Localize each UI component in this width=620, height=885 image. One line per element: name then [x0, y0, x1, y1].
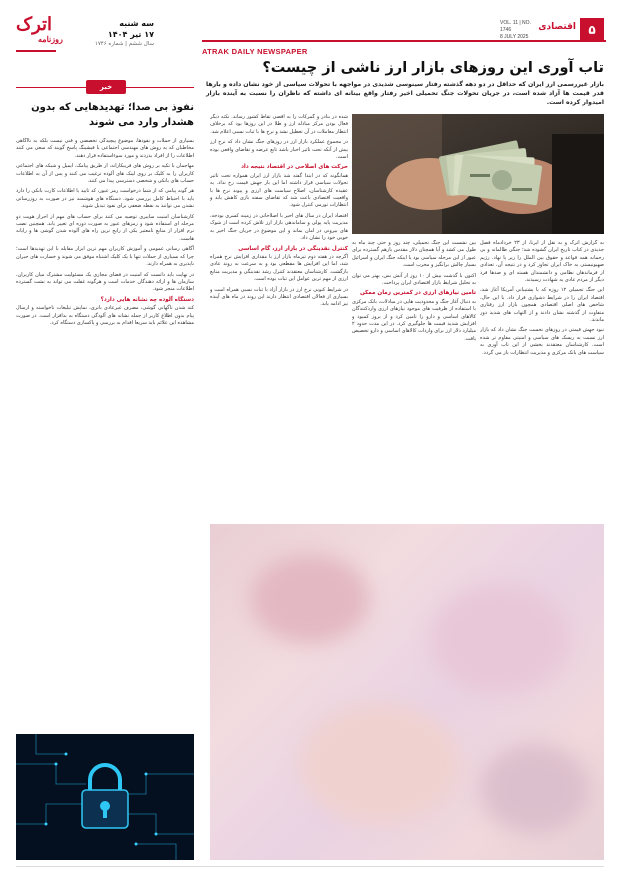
- main-article-column-2: [352, 240, 476, 518]
- logo-main-text: اترک: [16, 14, 53, 35]
- logo-underline: [16, 50, 56, 52]
- left-article: [16, 80, 194, 860]
- article-paragraph: مهاجمان با تکیه بر روش های فریبکارانه، از طریق پیامک، ایمیل و شبکه های اجتماعی کاربران را به کلیک بر روی لینک های آلوده ترغیب می کنند و پس از آن به اطلاعات حساب های بانکی و شخصی دسترسی پیدا می کنند.: [16, 163, 194, 185]
- issue-line: سال ششم | شماره ۱۷۴۶: [94, 41, 154, 47]
- cyber-security-photo: [16, 734, 194, 860]
- main-article-title[interactable]: تاب آوری این روزهای بازار ارز ناشی از چیست؟: [262, 60, 604, 76]
- blur-blob: [480, 744, 590, 834]
- main-article-column-3: [210, 114, 348, 518]
- article-paragraph: همانگونه که در ابتدا گفته شد بازار ارز ایران همواره تحت تاثیر تحولات سیاسی قرار داشته اما این بار جهش قیمت رخ نداد. به عقیده کارشناسان، اصلاح سیاست های ارزی و پیوند نرخ ها با واقعیت اقتصادی باعث شد که تقاضای سفته بازی کاهش یابد و انتظارات تورمی کنترل شود.: [210, 172, 348, 209]
- article-paragraph: در مجموع عملکرد بازار ارز در روزهای جنگ نشان داد که نرخ ارز بیش از آنکه تحت تاثیر اخبار باشد تابع عرضه و تقاضای واقعی بوده است.: [210, 139, 348, 161]
- header-rule: [202, 40, 606, 42]
- article-paragraph: بین نشست این جنگ تحمیلی، چند روز و حتی چند ماه به طول می کشد و آیا همچنان دلار مقدس بازهم گسترده برای عبور از این مرحله سیاسی بود یا اینکه جنگ ایران و اسرائیل بسیار چالش برانگیز و مخرب است.: [352, 240, 476, 269]
- volume-date: 8 JULY 2025: [500, 34, 529, 40]
- page-number: ۵: [580, 18, 604, 42]
- article-paragraph: کند شدن ناگهانی گوشی، مصرف غیرعادی باتری، نمایش تبلیغات ناخواسته و ارسال پیام بدون اطلاع کاربر از جمله نشانه های آلودگی دستگاه به بدافزار است. در صورت مشاهده این علائم باید سریعا اقدام به بررسی و پاکسازی دستگاه کرد.: [16, 305, 194, 326]
- article-paragraph: هر گونه پیامی که از شما درخواست رمز عبور، کد تایید یا اطلاعات کارت بانکی را دارد باید با احتیاط کامل بررسی شود. دستگاه های هوشمند نیز در صورت به روزرسانی نشدن می توانند به نقطه ضعفی برای نفوذ تبدیل شوند.: [16, 188, 194, 210]
- article-paragraph: آگاهی رسانی عمومی و آموزش کاربران مهم ترین ابزار مقابله با این تهدیدها است؛ چرا که بسیاری از حملات تنها با یک کلیک اشتباه موفق می شوند و خسارت های جبران ناپذیری به همراه دارند.: [16, 246, 194, 268]
- dollar-bills-photo: [352, 114, 604, 234]
- main-article-lead: بازار غیررسمی ارز ایران که حداقل در دو دهه گذشته رفتار سینوسی شدیدی در مواجهه با تحولات سیاسی از خود نشان داده و بارها قدر قیمت ها آزاد شده است، در جریان تحولات جنگ تحمیلی اخیر رفتار واقع بینانه ای داشته که ناظران را نسبت به آینده بازار امیدوار کرده است.: [206, 81, 604, 107]
- date-full: ۱۷ تیر ۱۴۰۴: [107, 30, 154, 39]
- article-paragraph: نبود جهش قیمتی در روزهای نخست جنگ نشان داد که بازار ارز نسبت به ریسک های سیاسی و امنیتی مقاوم تر شده است. کارشناسان معتقدند بخشی از این تاب آوری به سیاست های بانک مرکزی و مدیریت انتظارات باز می گردد.: [480, 327, 604, 356]
- section-name[interactable]: اقتصادی: [538, 22, 576, 32]
- dollar-bills-illustration: [352, 114, 604, 234]
- article-paragraph: به گزارش اترک و به نقل از ایرنا، از ۲۳ خردادماه فصل جدیدی در کتاب تاریخ ایران گشوده شد؛ جنگی ظالمانه و بی رحمانه همه قواعد و حقوق بین الملل را زیر پا نهاد. رژیم صهیونیستی به خاک ایران تجاوز کرد و در نتیجه آن، تعدادی از فرماندهان نظامی و دانشمندان هسته ای و صدها فرد دیگر از مردم عادی به شهادت رسیدند.: [480, 240, 604, 284]
- left-article-body: [16, 138, 194, 728]
- article-paragraph: اگرچه در هفته دوم تیرماه بازار ارز با مقداری افزایش نرخ همراه شد، اما این افزایش ها مقطعی بود و به سرعت به روند عادی بازگشت. کارشناسان معتقدند کنترل رشد نقدینگی و مدیریت منابع ارزی از مهم ترین عوامل این ثبات بوده است.: [210, 253, 348, 283]
- article-subheading: کنترل نقدینگی در بازار ارز، گام اساسی: [238, 245, 348, 252]
- logo-sub-text: روزنامه: [38, 34, 63, 44]
- main-article-column-1: [480, 240, 604, 518]
- article-paragraph: به دنبال آغاز جنگ و محدودیت هایی در مبادلات، بانک مرکزی با استفاده از ظرفیت های موجود نیازهای ارزی واردکنندگان کالاهای اساسی و دارو را تامین کرد و از بروز کمبود و افزایش شدید قیمت ها جلوگیری کرد. در این مدت حدود ۲ میلیارد دلار ارز برای واردات کالاهای اساسی و دارو تخصیص یافت.: [352, 298, 476, 342]
- date-block: [64, 18, 154, 49]
- left-article-title[interactable]: نفوذ بی صدا؛ تهدیدهایی که بدون هشدار وارد می شوند: [31, 102, 194, 128]
- article-paragraph: شده در بنادر و گمرکات را به اقصی نقاط کشور رساند. نکته دیگر فعال بودن مرکز مبادله ارز و طلا در این روزها بود که برخلاف انتظار معاملات در آن تعطیل نشد و نرخ ها با ثبات نسبی اعلام شد.: [210, 114, 348, 135]
- article-subheading: تامین نیازهای ارزی در کمترین زمان ممکن: [359, 290, 476, 297]
- volume-line: VOL. 11 | NO. 1746: [500, 20, 531, 33]
- article-subheading: دستگاه آلوده چه نشانه هایی دارد؟: [100, 296, 194, 303]
- article-paragraph: در نهایت باید دانست که امنیت در فضای مجازی یک مسئولیت مشترک میان کاربران، سازمان ها و ارائه دهندگان خدمات است و هرگونه غفلت می تواند به نشت گسترده اطلاعات منجر شود.: [16, 271, 194, 293]
- footer-rule: [16, 866, 604, 867]
- article-paragraph: کارشناسان امنیت سایبری توصیه می کنند برای حساب های مهم از احراز هویت دو مرحله ای استفاده شود و رمزهای عبور به صورت دوره ای تغییر یابد. همچنین نصب نرم افزار از منابع نامعتبر یکی از رایج ترین راه های آلوده شدن گوشی ها و رایانه هاست.: [16, 213, 194, 242]
- article-paragraph: بسیاری از حملات و نفوذها، موضوع پیچیدگی تخصصی و فنی نیست بلکه به ناآگاهی مخاطبان که به روش های مهندسی اجتماعی یا فیشینگ پاسخ گویند که سعی می کنند اطلاعات را از افراد بدزدند و مورد سوءاستفاده قرار دهند.: [16, 138, 194, 159]
- blur-blob: [430, 584, 570, 694]
- date-day: سه شنبه: [119, 19, 154, 28]
- blur-blob: [250, 554, 370, 644]
- volume-info: [500, 20, 542, 41]
- padlock-circuit-illustration: [16, 734, 194, 860]
- newspaper-logo[interactable]: [16, 12, 63, 56]
- article-subheading: حرکت های اصلاحی در اقتصاد نتیجه داد: [241, 164, 348, 171]
- article-paragraph: اقتصاد ایران در سال های اخیر با اصلاحاتی در زمینه کسری بودجه، مدیریت پایه پولی و ساماندهی بازار ارز تلاش کرده است از شوک های بیرونی در امان بماند و این موضوع در جریان جنگ اخیر به خوبی خود را نشان داد.: [210, 212, 348, 242]
- news-tag: خبر: [86, 80, 126, 94]
- article-paragraph: در شرایط کنونی نرخ ارز در بازار آزاد با ثبات نسبی همراه است و بسیاری از فعالان اقتصادی انتظار دارند این روند در ماه های آینده نیز ادامه یابد.: [210, 286, 348, 308]
- article-paragraph: اکنون با گذشت بیش از ۱۰ روز از آتش بس، بهتر می توان به تحلیل شرایط بازار اقتصادی ایران پرداخت.: [352, 272, 476, 287]
- blurred-ad-area: [210, 524, 604, 860]
- blur-blob: [300, 704, 460, 824]
- article-paragraph: این جنگ تحمیلی ۱۲ روزه که با پشتیبانی آمریکا آغاز شد، اقتصاد ایران را در شرایط دشواری قرار داد. با این حال، شاخص های اصلی اقتصادی همچون بازار ارز رفتاری متفاوت از گذشته نشان دادند و از التهاب های شدید دور ماندند.: [480, 287, 604, 324]
- english-newspaper-name: ATRAK DAILY NEWSPAPER: [202, 47, 308, 56]
